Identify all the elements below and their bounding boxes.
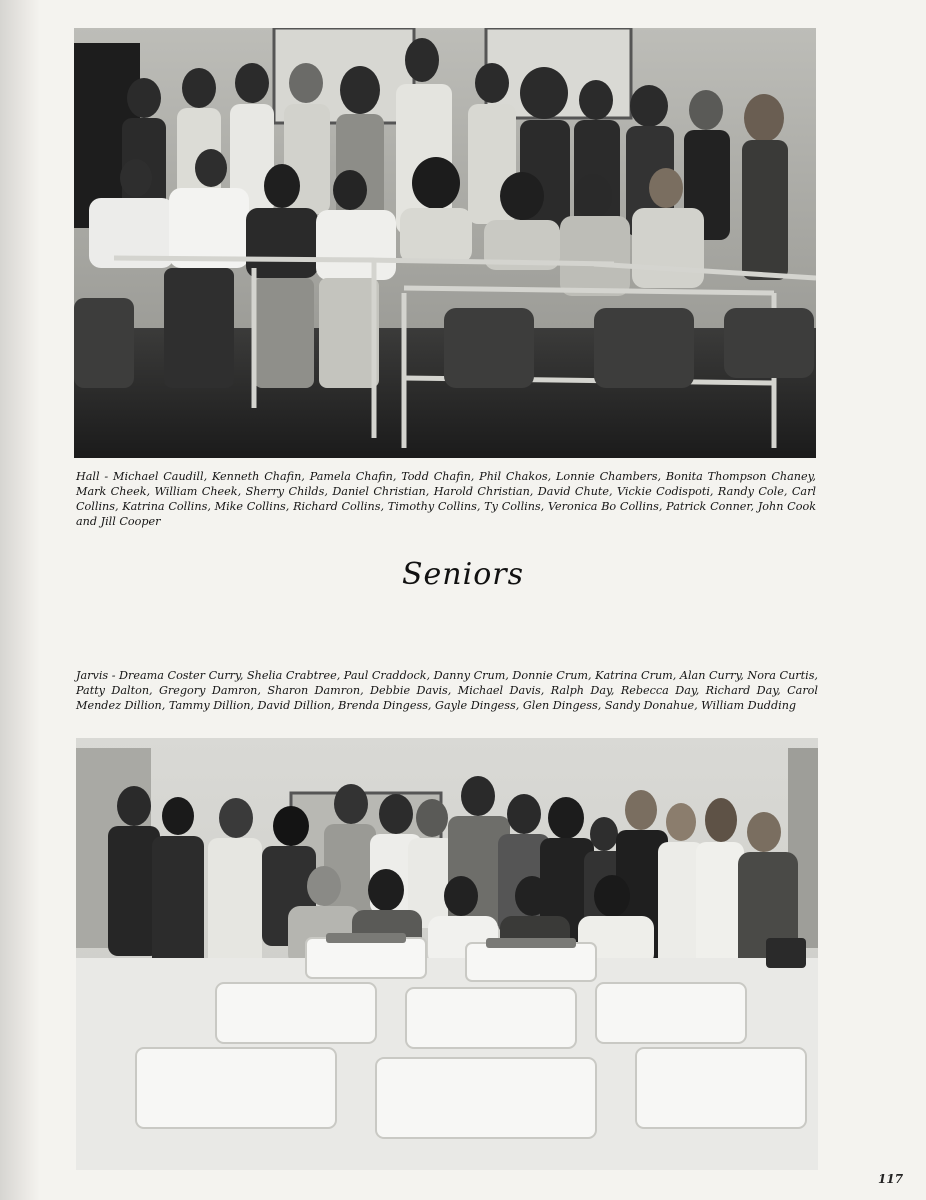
page-number: 117	[878, 1172, 904, 1186]
homeroom-photo-jarvis	[76, 738, 818, 1170]
homeroom-photo-hall	[74, 28, 816, 458]
homeroom-photo-jarvis-image	[76, 738, 818, 1170]
caption-hall-homeroom: Hall - Michael Caudill, Kenneth Chafin, Pamela Chafin, Todd Chafin, Phil Chakos, Lonnie Chambers, Bonita Thompson Chaney, Mark Cheek, William Cheek, Sherry Childs, Daniel Christian, Harold Christian, David Chute, Vickie Codispoti, Randy Cole, Carl Collins, Katrina Collins, Mike Collins, Richard Collins, Timothy Collins, Ty Collins, Veronica Bo Collins, Patrick Conner, John Cook and Jill Cooper	[76, 470, 816, 528]
homeroom-photo-hall-image	[74, 28, 816, 458]
page-gutter-shadow	[0, 0, 40, 1200]
section-title: Seniors	[401, 557, 525, 592]
caption-jarvis-homeroom: Jarvis - Dreama Coster Curry, Shelia Crabtree, Paul Craddock, Danny Crum, Donnie Crum, Katrina Crum, Alan Curry, Nora Curtis, Patty Dalton, Gregory Damron, Sharon Damron, Debbie Davis, Michael Davis, Ralph Day, Rebecca Day, Richard Day, Carol Mendez Dillion, Tammy Dillion, David Dillion, Brenda Dingess, Gayle Dingess, Glen Dingess, Sandy Donahue, William Dudding	[76, 669, 818, 712]
